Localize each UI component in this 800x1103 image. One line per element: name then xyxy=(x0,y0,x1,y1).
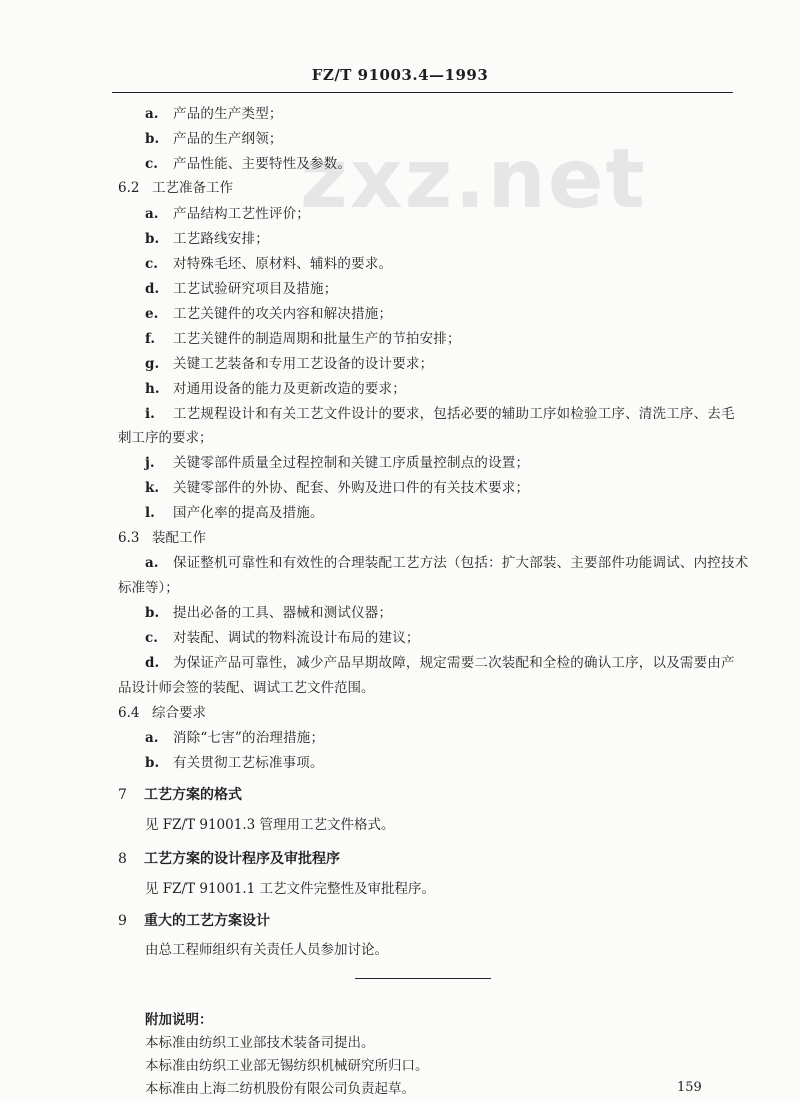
list-item: d. 为保证产品可靠性，减少产品早期故障，规定需要二次装配和全检的确认工序，以及需要由产 xyxy=(145,655,735,671)
standard-number-header: FZ/T 91003.4—1993 xyxy=(311,66,489,84)
list-item: i. 工艺规程设计和有关工艺文件设计的要求，包括必要的辅助工序如检验工序、清洗工序、去毛 xyxy=(145,406,735,422)
list-item: b. 提出必备的工具、器械和测试仪器； xyxy=(145,605,393,621)
list-item: j. 关键零部件质量全过程控制和关键工序质量控制点的设置； xyxy=(145,455,530,471)
page-number: 159 xyxy=(677,1080,702,1095)
section-heading: 9 重大的工艺方案设计 xyxy=(118,913,270,929)
subsection-heading: 6.3 装配工作 xyxy=(118,530,206,546)
list-item: a. 产品结构工艺性评价； xyxy=(145,206,310,222)
list-item: b. 产品的生产纲领； xyxy=(145,131,283,147)
list-item: c. 产品性能、主要特性及参数。 xyxy=(145,156,352,172)
list-item: c. 对装配、调试的物料流设计布局的建议； xyxy=(145,630,420,646)
list-item: e. 工艺关键件的攻关内容和解决措施； xyxy=(145,306,393,322)
notes-title: 附加说明： xyxy=(145,1012,213,1028)
section-paragraph: 见 FZ/T 91001.1 工艺文件完整性及审批程序。 xyxy=(145,881,435,897)
section-heading: 8 工艺方案的设计程序及审批程序 xyxy=(118,851,340,867)
list-item: h. 对通用设备的能力及更新改造的要求； xyxy=(145,381,406,397)
section-heading: 7 工艺方案的格式 xyxy=(118,787,242,803)
subsection-heading: 6.2 工艺准备工作 xyxy=(118,180,233,196)
section-paragraph: 由总工程师组织有关责任人员参加讨论。 xyxy=(145,942,388,958)
list-item-continuation: 刺工序的要求； xyxy=(118,430,213,446)
list-item: d. 工艺试验研究项目及措施； xyxy=(145,281,338,297)
list-item: a. 产品的生产类型； xyxy=(145,106,283,122)
list-item: f. 工艺关键件的制造周期和批量生产的节拍安排； xyxy=(145,331,461,347)
notes-line: 本标准由上海二纺机股份有限公司负责起草。 xyxy=(145,1081,415,1097)
list-item: a. 消除“七害”的治理措施； xyxy=(145,730,325,746)
list-item-continuation: 品设计师会签的装配、调试工艺文件范围。 xyxy=(118,680,375,696)
notes-line: 本标准由纺织工业部无锡纺织机械研究所归口。 xyxy=(145,1058,429,1074)
list-item: c. 对特殊毛坯、原材料、辅料的要求。 xyxy=(145,256,393,272)
list-item: b. 有关贯彻工艺标准事项。 xyxy=(145,755,324,771)
list-item-continuation: 标准等）； xyxy=(118,580,179,596)
subsection-heading: 6.4 综合要求 xyxy=(118,705,206,721)
list-item: a. 保证整机可靠性和有效性的合理装配工艺方法（包括：扩大部装、主要部件功能调试、内控技术 xyxy=(145,555,749,571)
section-paragraph: 见 FZ/T 91001.3 管理用工艺文件格式。 xyxy=(145,817,395,833)
watermark: zxz.net xyxy=(300,132,647,227)
list-item: b. 工艺路线安排； xyxy=(145,231,269,247)
header-rule xyxy=(112,92,733,93)
list-item: g. 关键工艺装备和专用工艺设备的设计要求； xyxy=(145,356,434,372)
list-item: l. 国产化率的提高及措施。 xyxy=(145,505,324,521)
end-rule xyxy=(355,978,491,979)
notes-line: 本标准由纺织工业部技术装备司提出。 xyxy=(145,1035,375,1051)
list-item: k. 关键零部件的外协、配套、外购及进口件的有关技术要求； xyxy=(145,480,530,496)
